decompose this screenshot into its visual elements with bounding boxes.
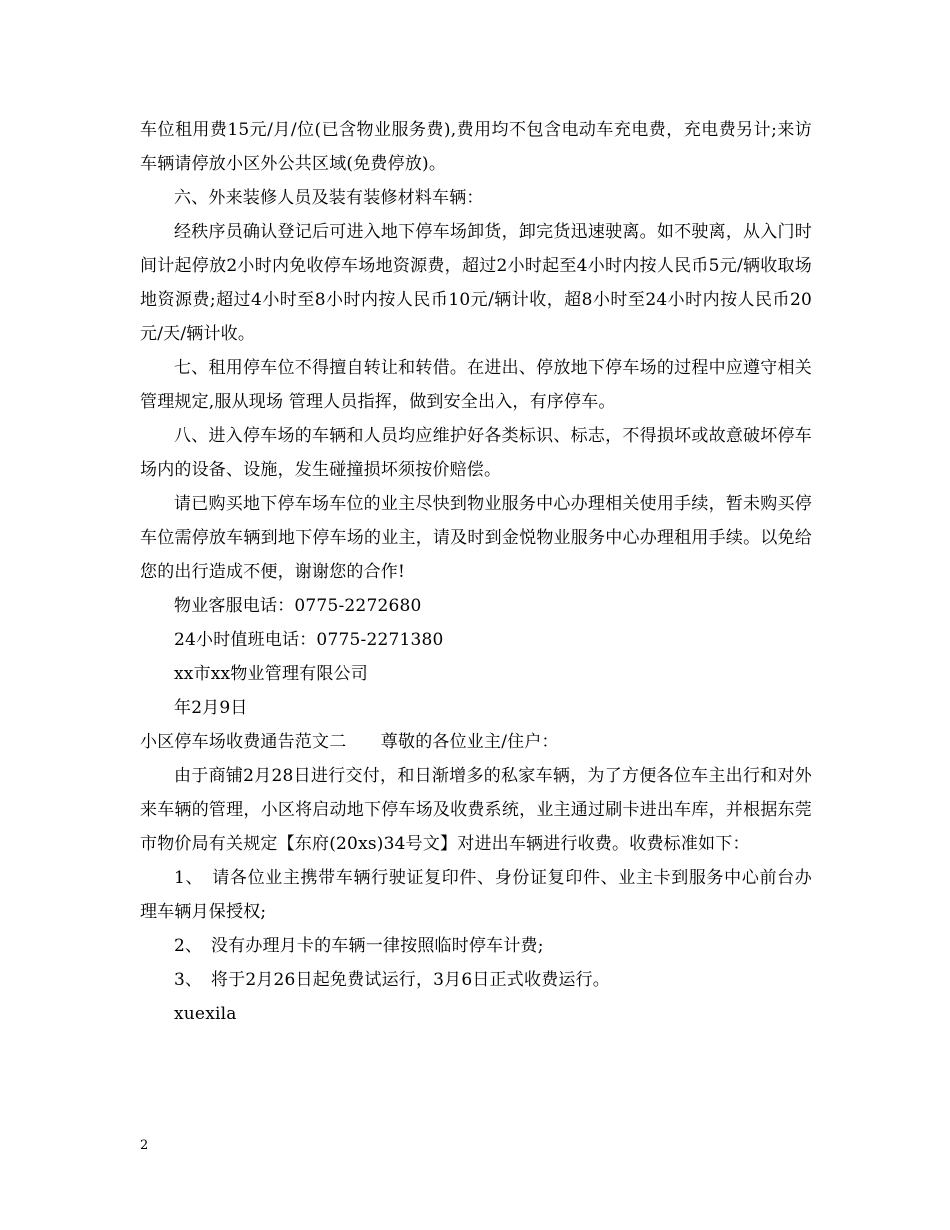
footer-source-text: xuexila xyxy=(174,1004,237,1024)
list-item-1: 1、 请各位业主携带车辆行驶证复印件、身份证复印件、业主卡到服务中心前台办理车辆月保授权; xyxy=(140,868,812,922)
service-phone: 物业客服电话：0775-2272680 xyxy=(174,596,422,616)
paragraph-section-six-heading: 六、外来装修人员及装有装修材料车辆： xyxy=(174,188,484,208)
paragraph-section-six-body: 经秩序员确认登记后可进入地下停车场卸货，卸完货迅速驶离。如不驶离，从入门时间计起停放2小时内免收停车场地资源费，超过2小时起至4小时内按人民币5元/辆收取场地资源费;超过4小时至8小时内按人民币10元/辆计收，超8小时至24小时内按人民币20元/天/辆计收。 xyxy=(140,222,812,344)
page-number: 2 xyxy=(140,1138,149,1153)
paragraph-fee-rental: 车位租用费15元/月/位(已含物业服务费),费用均不包含电动车充电费，充电费另计;来访车辆请停放小区外公共区域(免费停放)。 xyxy=(140,120,812,174)
list-item-3: 3、 将于2月26日起免费试运行，3月6日正式收费运行。 xyxy=(174,970,610,990)
company-name: xx市xx物业管理有限公司 xyxy=(174,664,368,684)
duty-phone: 24小时值班电话：0775-2271380 xyxy=(174,630,444,650)
paragraph-notice-owners: 请已购买地下停车场车位的业主尽快到物业服务中心办理相关使用手续，暂未购买停车位需停放车辆到地下停车场的业主，请及时到金悦物业服务中心办理租用手续。以免给您的出行造成不便，谢谢您的合作! xyxy=(140,494,812,582)
list-item-2: 2、 没有办理月卡的车辆一律按照临时停车计费; xyxy=(174,936,544,956)
second-notice-heading: 小区停车场收费通告范文二 尊敬的各位业主/住户： xyxy=(140,732,559,752)
paragraph-section-eight: 八、进入停车场的车辆和人员均应维护好各类标识、标志，不得损坏或故意破坏停车场内的设备、设施，发生碰撞损坏须按价赔偿。 xyxy=(140,426,812,480)
notice-date: 年2月9日 xyxy=(174,698,248,718)
paragraph-section-seven: 七、租用停车位不得擅自转让和转借。在进出、停放地下停车场的过程中应遵守相关管理规定,服从现场 管理人员指挥，做到安全出入，有序停车。 xyxy=(140,358,812,412)
paragraph-second-intro: 由于商铺2月28日进行交付，和日渐增多的私家车辆，为了方便各位车主出行和对外来车辆的管理，小区将启动地下停车场及收费系统，业主通过刷卡进出车库，并根据东莞市物价局有关规定【东府(20xs)34号文】对进出车辆进行收费。收费标准如下： xyxy=(140,766,812,854)
document-body xyxy=(140,113,812,1031)
